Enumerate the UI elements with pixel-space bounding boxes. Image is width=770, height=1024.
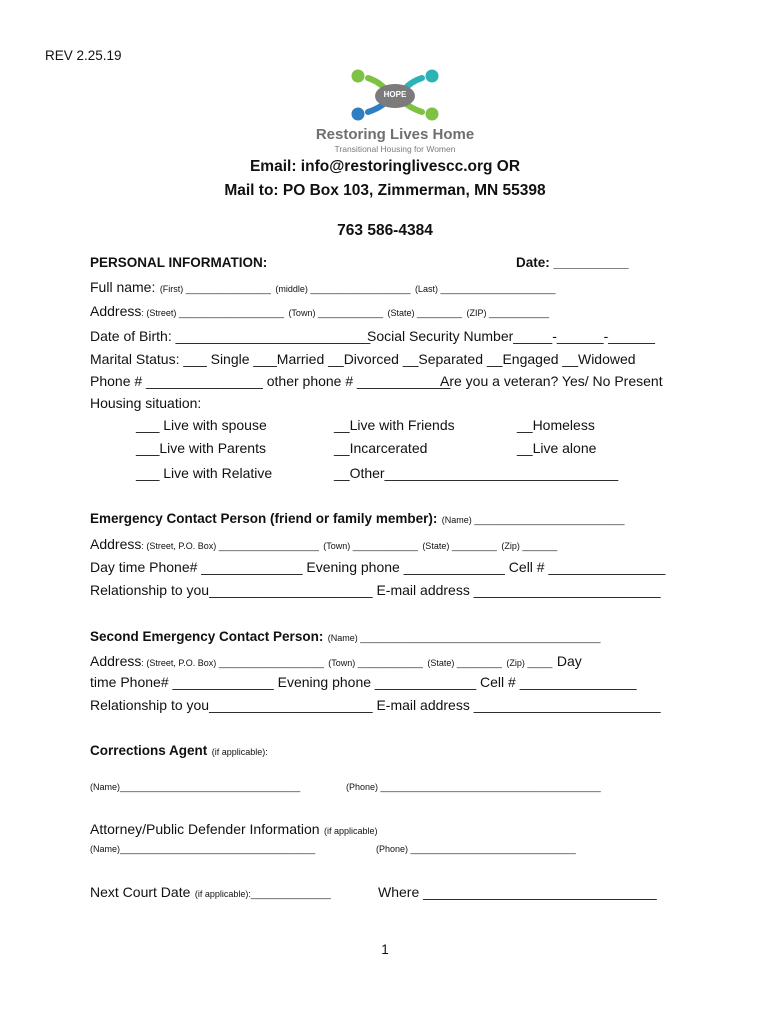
- logo-name: Restoring Lives Home: [315, 126, 475, 143]
- full-name-row: [90, 279, 556, 297]
- emergency-name-field[interactable]: (Name) ______________________________: [441, 515, 625, 525]
- emergency-street-field[interactable]: : (Street, P.O. Box) ____________________: [141, 541, 319, 551]
- address-row: [90, 303, 549, 321]
- second-emergency-street-field[interactable]: : (Street, P.O. Box) _____________________: [141, 658, 324, 668]
- full-name-label: Full name:: [90, 279, 156, 295]
- revision-label: REV 2.25.19: [45, 48, 122, 63]
- emergency-town-field[interactable]: (Town) _____________: [323, 541, 418, 551]
- housing-option-other[interactable]: __Other______________________________: [334, 465, 619, 481]
- address-label: Address: [90, 303, 142, 319]
- attorney-heading: Attorney/Public Defender Information: [90, 821, 320, 837]
- contact-mail: Mail to: PO Box 103, Zimmerman, MN 55398: [224, 182, 546, 199]
- town-field[interactable]: (Town) _____________: [288, 308, 384, 318]
- housing-option-spouse[interactable]: ___ Live with spouse: [136, 417, 267, 433]
- state-field[interactable]: (State) _________: [387, 308, 463, 318]
- logo-badge-text: HOPE: [383, 90, 407, 99]
- restoring-lives-logo: [290, 66, 500, 156]
- second-emergency-address-label: Address: [90, 653, 142, 669]
- emergency-address-row: [90, 536, 557, 554]
- contact-phone: 763 586-4384: [337, 222, 433, 239]
- emergency-address-label: Address: [90, 536, 142, 552]
- first-name-field[interactable]: (First) _________________: [159, 284, 271, 294]
- emergency-contact-heading: Emergency Contact Person (friend or family member):: [90, 511, 438, 526]
- ssn-field[interactable]: Social Security Number_____-______-______: [367, 328, 655, 344]
- second-emergency-heading: Second Emergency Contact Person:: [90, 629, 324, 644]
- emergency-contact-row: [90, 510, 624, 528]
- second-emergency-state-field[interactable]: (State) _________: [427, 658, 502, 668]
- dob-field[interactable]: Date of Birth: _________________________: [90, 328, 371, 344]
- second-emergency-address-row: [90, 653, 582, 671]
- corrections-heading: Corrections Agent: [90, 743, 208, 758]
- logo-tagline: Transitional Housing for Women: [334, 144, 456, 154]
- attorney-row: [90, 821, 378, 839]
- second-emergency-day-word: Day: [556, 653, 582, 669]
- emergency-relationship-row[interactable]: Relationship to you_____________________ E-mail address ________________________: [90, 582, 661, 598]
- housing-option-incarcerated[interactable]: __Incarcerated: [334, 440, 428, 456]
- corrections-row: [90, 742, 268, 760]
- corrections-phone-field[interactable]: (Phone) ____________________________________________: [346, 782, 601, 792]
- housing-option-alone[interactable]: __Live alone: [517, 440, 597, 456]
- emergency-zip-field[interactable]: (Zip) _______: [501, 541, 558, 551]
- emergency-phones-row[interactable]: Day time Phone# _____________ Evening phone _____________ Cell # _______________: [90, 559, 666, 575]
- housing-option-homeless[interactable]: __Homeless: [517, 417, 595, 433]
- middle-name-field[interactable]: (middle) ____________________: [275, 284, 411, 294]
- court-date-field[interactable]: (if applicable):________________: [194, 889, 331, 899]
- second-emergency-relationship-row[interactable]: Relationship to you_____________________ E-mail address ________________________: [90, 697, 661, 713]
- second-emergency-name-field[interactable]: (Name) ________________________________________________: [327, 633, 601, 643]
- attorney-name-field[interactable]: (Name)_______________________________________: [90, 844, 316, 854]
- contact-email: Email: info@restoringlivescc.org OR: [249, 158, 521, 175]
- housing-option-parents[interactable]: ___Live with Parents: [136, 440, 266, 456]
- court-date-label: Next Court Date: [90, 884, 191, 900]
- second-emergency-town-field[interactable]: (Town) _____________: [328, 658, 423, 668]
- corrections-note: (if applicable):: [211, 747, 268, 757]
- personal-heading: PERSONAL INFORMATION:: [90, 255, 268, 270]
- housing-option-friends[interactable]: __Live with Friends: [334, 417, 455, 433]
- court-date-row: [90, 884, 331, 902]
- zip-field[interactable]: (ZIP) ____________: [466, 308, 550, 318]
- second-emergency-phones-row[interactable]: time Phone# _____________ Evening phone _____________ Cell # _______________: [90, 674, 637, 690]
- last-name-field[interactable]: (Last) _______________________: [414, 284, 556, 294]
- street-field[interactable]: : (Street) _____________________: [141, 308, 284, 318]
- emergency-state-field[interactable]: (State) _________: [422, 541, 497, 551]
- court-where-field[interactable]: Where ______________________________: [378, 884, 657, 900]
- marital-status-row[interactable]: Marital Status: ___ Single ___Married __Divorced __Separated __Engaged __Widowed: [90, 351, 636, 367]
- date-field[interactable]: Date: __________: [516, 255, 629, 270]
- housing-label: Housing situation:: [90, 395, 202, 411]
- attorney-note: (if applicable): [324, 826, 378, 836]
- veteran-question[interactable]: Are you a veteran? Yes/ No Present: [440, 373, 663, 389]
- second-emergency-row: [90, 628, 601, 646]
- phone-row[interactable]: Phone # _______________ other phone # ____________: [90, 373, 451, 389]
- corrections-name-field[interactable]: (Name)____________________________________: [90, 782, 301, 792]
- attorney-phone-field[interactable]: (Phone) _________________________________: [376, 844, 576, 854]
- page-number: 1: [381, 942, 389, 957]
- housing-option-relative[interactable]: ___ Live with Relative: [136, 465, 273, 481]
- second-emergency-zip-field[interactable]: (Zip) _____: [506, 658, 553, 668]
